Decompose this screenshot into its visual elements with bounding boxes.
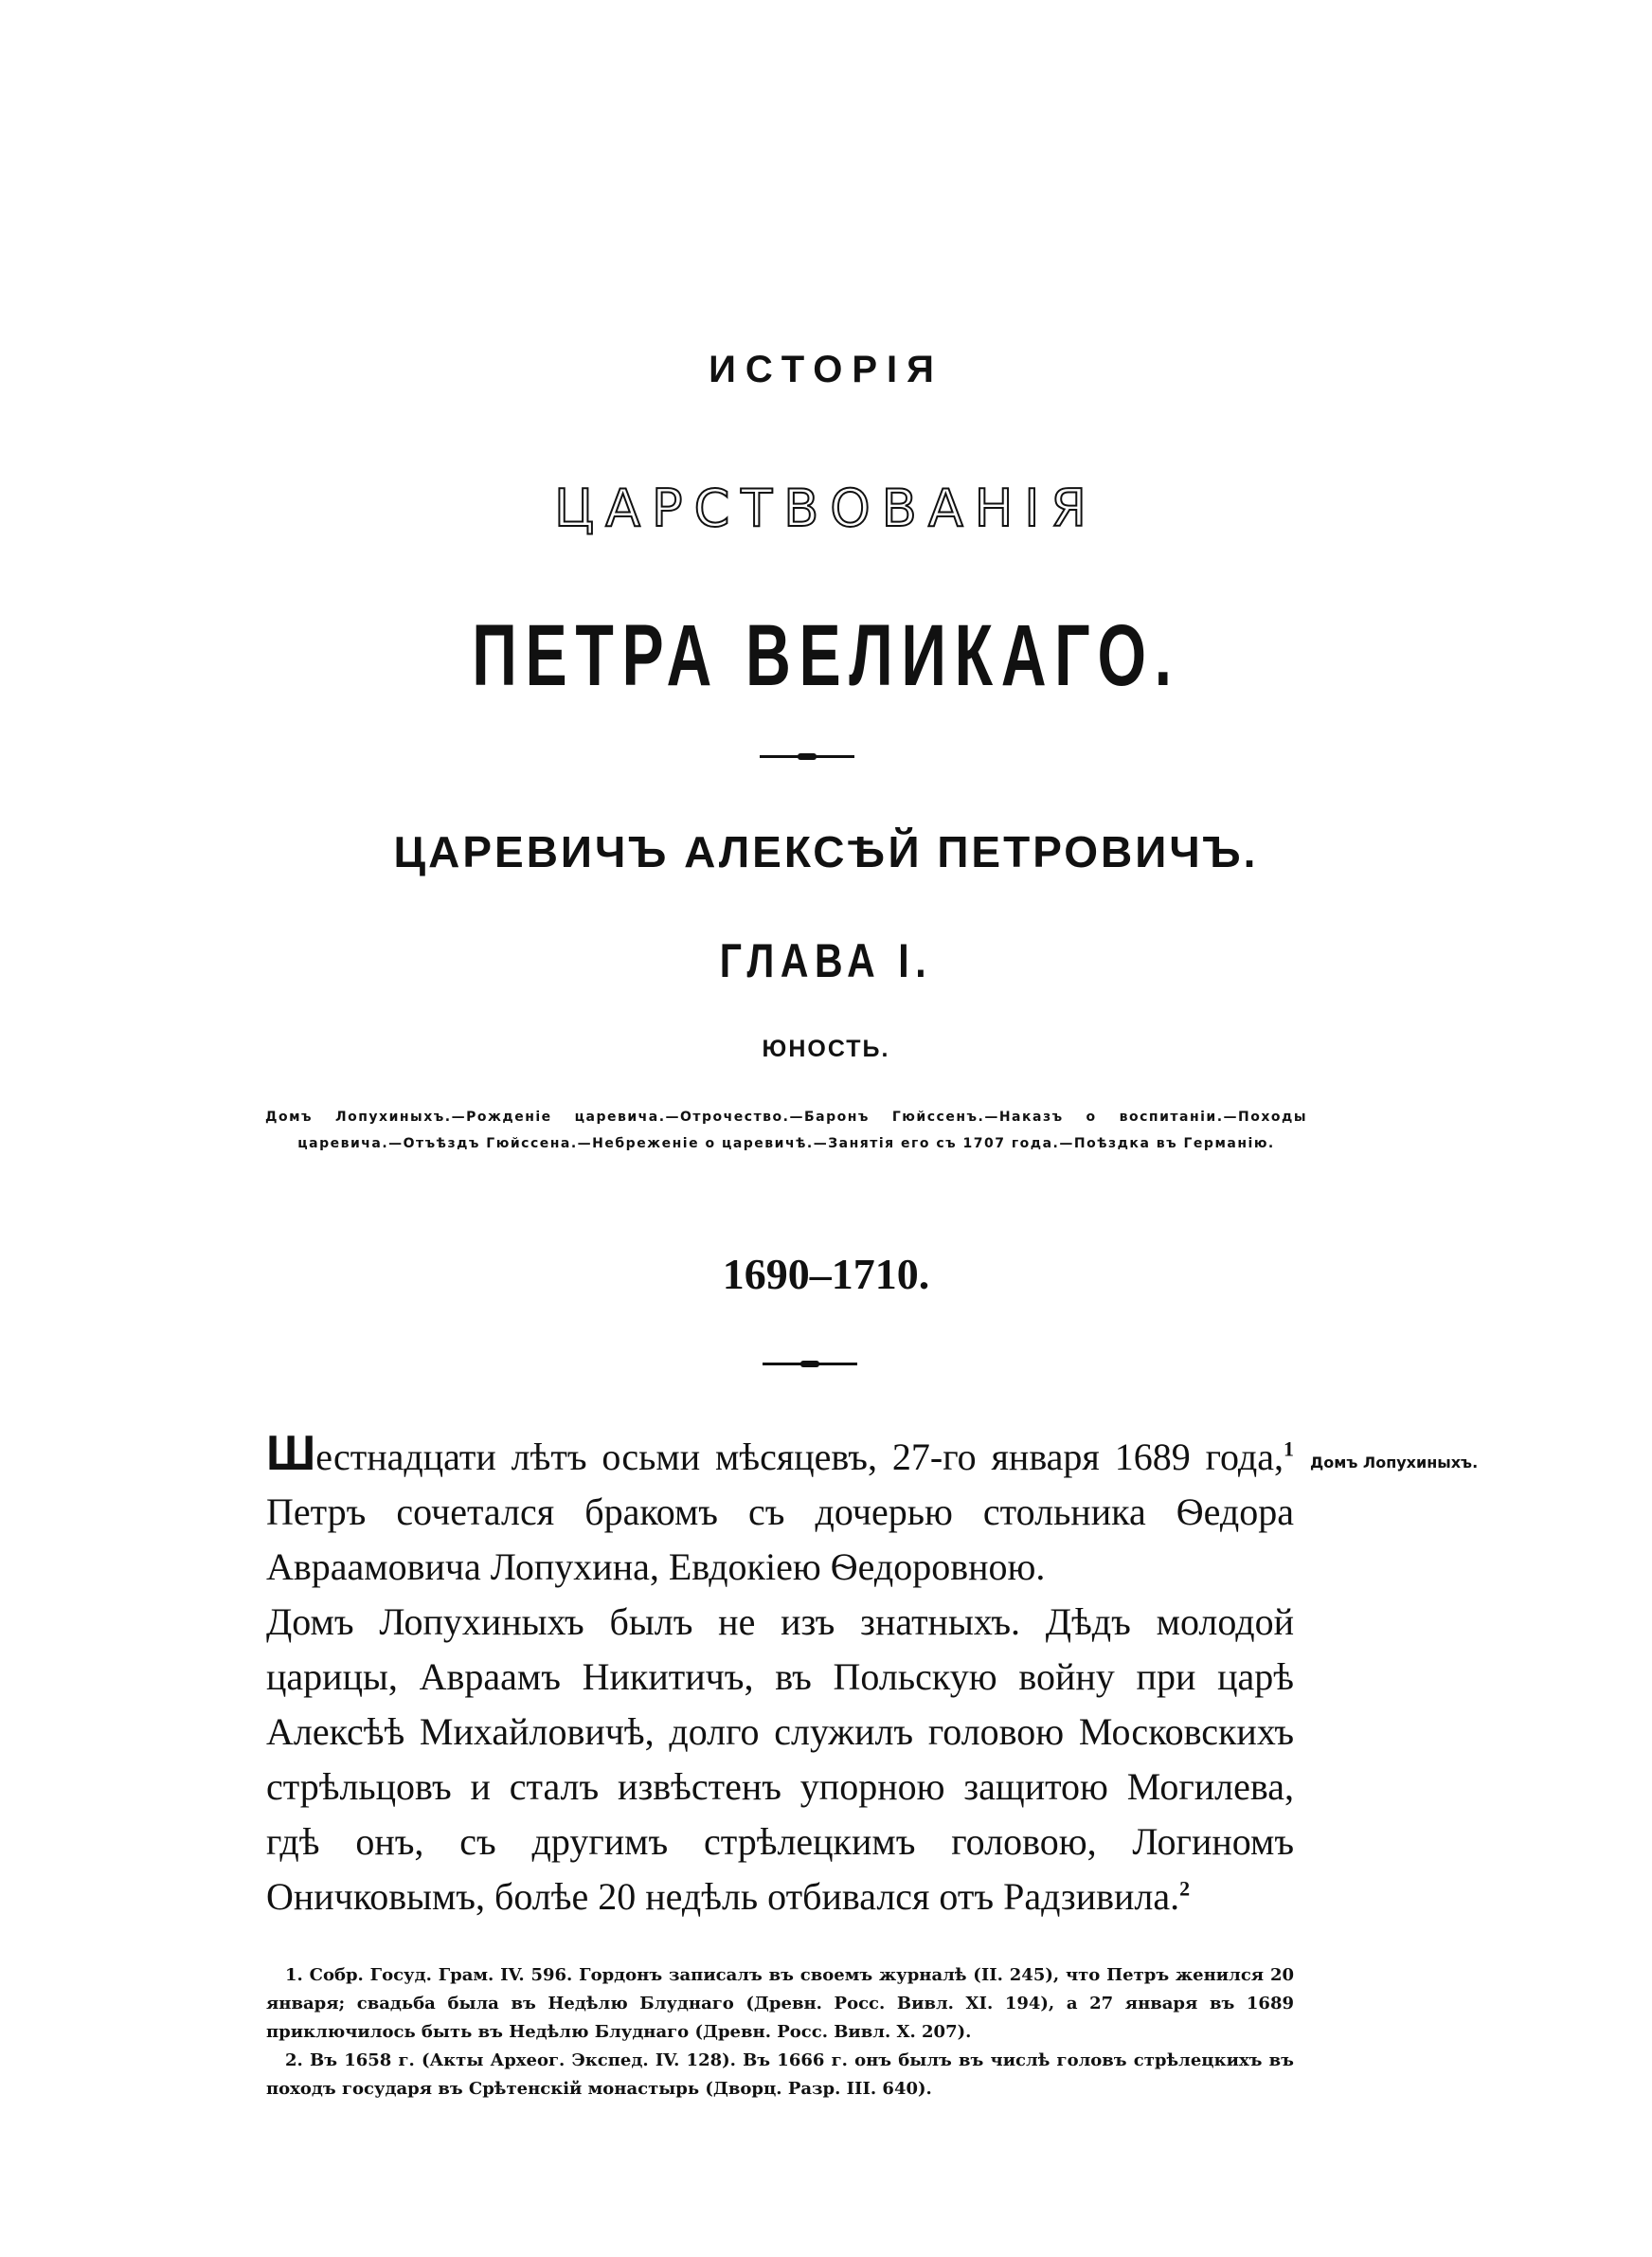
footnote-marker-2: 2 [1179, 1876, 1191, 1901]
drop-cap: Ш [266, 1426, 316, 1481]
ornamental-rule-top [760, 755, 854, 758]
title-peter-the-great: ПЕТРА ВЕЛИКАГО. [472, 607, 1180, 704]
margin-note: Домъ Лопухиныхъ. [1310, 1454, 1479, 1472]
chapter-title: ЮНОСТЬ. [762, 1036, 890, 1062]
body-text [266, 1426, 1294, 1924]
paragraph-1-text: естнадцати лѣтъ осьми мѣсяцевъ, 27-го января 1689 года, [315, 1435, 1284, 1478]
title-reign: ЦАРСТВОВАНІЯ [554, 478, 1098, 538]
footnote-marker-1: 1 [1284, 1436, 1294, 1461]
paragraph-1-rest: Петръ сочетался бракомъ съ дочерью стольника Ѳедора Авраамовича Лопухина, Евдокіею Ѳедоровною. [266, 1490, 1294, 1588]
paragraph-2 [266, 1595, 1294, 1924]
rule-ornament [798, 753, 817, 760]
footnote-1: 1. Собр. Госуд. Грам. IV. 596. Гордонъ записалъ въ своемъ журналѣ (II. 245), что Петръ женился 20 января; свадьба была въ Недѣлю Блуднаго (Древн. Росс. Вивл. XI. 194), а 27 января въ 1689 приключилось быть въ Недѣлю Блуднаго (Древн. Росс. Вивл. X. 207). [266, 1965, 1294, 2042]
rule-ornament [800, 1361, 819, 1367]
paragraph-2-text: Домъ Лопухиныхъ былъ не изъ знатныхъ. Дѣдъ молодой царицы, Авраамъ Никитичъ, въ Польскую войну при царѣ Алексѣѣ Михайловичѣ, долго служилъ головою Московскихъ стрѣльцовъ и сталъ извѣстенъ упорною защитою Могилева, гдѣ онъ, съ другимъ стрѣлецкимъ головою, Логиномъ Оничковымъ, болѣе 20 недѣль отбивался отъ Радзивила. [266, 1600, 1294, 1918]
part-title: ЦАРЕВИЧЪ АЛЕКСѢЙ ПЕТРОВИЧЪ. [393, 827, 1259, 876]
paragraph-1 [266, 1426, 1294, 1595]
chapter-years: 1690–1710. [722, 1250, 930, 1298]
ornamental-rule-bottom [763, 1363, 857, 1365]
chapter-synopsis: Домъ Лопухиныхъ.—Рожденіе царевича.—Отрочество.—Баронъ Гюйссенъ.—Наказъ о воспитаніи.—Походы царевича.—Отъѣздъ Гюйссена.—Небреженіе о царевичѣ.—Занятія его съ 1707 года.—Поѣздка въ Германію. [265, 1110, 1307, 1151]
footnotes [266, 1961, 1294, 2104]
title-history: ИСТОРІЯ [709, 349, 943, 390]
footnote-2: 2. Въ 1658 г. (Акты Археог. Экспед. IV. 128). Въ 1666 г. онъ былъ въ числѣ головъ стрѣлецкихъ въ походъ государя въ Срѣтенскій монастырь (Дворц. Разр. III. 640). [266, 2050, 1294, 2099]
chapter-heading: ГЛАВА I. [719, 934, 933, 987]
